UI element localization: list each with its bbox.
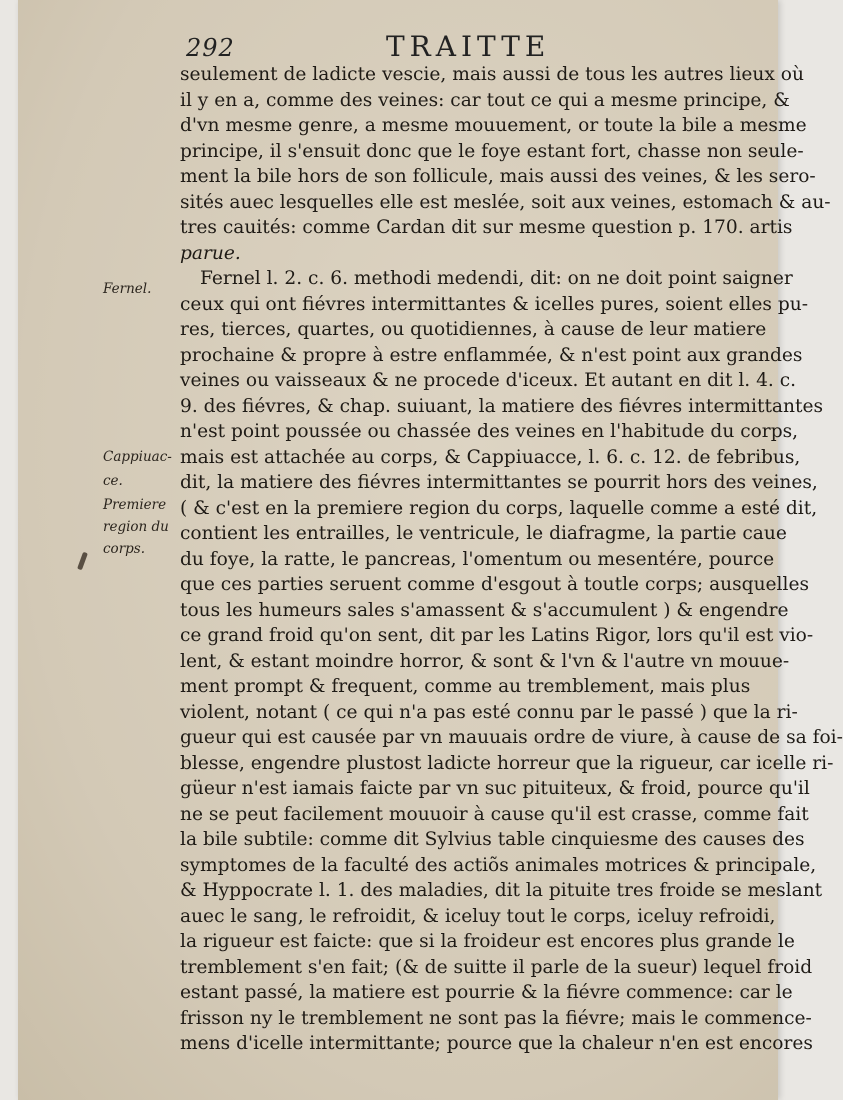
margin-note: Premiere (103, 497, 167, 513)
text-line: estant passé, la matiere est pourrie & la fiévre commence: car le (180, 982, 793, 1003)
text-line: ne se peut facilement mouuoir à cause qu'il est crasse, comme fait (180, 803, 809, 825)
text-line: ment prompt & frequent, comme au tremblement, mais plus (180, 676, 751, 697)
page-number: 292 (186, 34, 235, 62)
text-line: tres cauités: comme Cardan dit sur mesme question p. 170. artis (180, 217, 793, 238)
text-line: veines ou vaisseaux & ne procede d'iceux. Et autant en dit l. 4. c. (180, 370, 797, 391)
text-line: dit, la matiere des fiévres intermittantes se pourrit hors des veines, (180, 472, 818, 493)
text-line: auec le sang, le refroidit, & iceluy tout le corps, iceluy refroidi, (180, 905, 776, 927)
text-line: güeur n'est iamais faicte par vn suc pituiteux, & froid, pource qu'il (180, 778, 810, 799)
text-line: d'vn mesme genre, a mesme mouuement, or toute la bile a mesme (180, 115, 807, 136)
text-line: contient les entrailles, le ventricule, le diafragme, la partie caue (180, 523, 787, 544)
text-line: il y en a, comme des veines: car tout ce qui a mesme principe, & (180, 89, 790, 111)
margin-note: Cappiuac- (103, 449, 172, 465)
text-line: la rigueur est faicte: que si la froideur est encores plus grande le (180, 931, 795, 952)
text-line: la bile subtile: comme dit Sylvius table cinquiesme des causes des (180, 829, 805, 850)
text-line: tremblement s'en fait; (& de suitte il parle de la sueur) lequel froid (180, 956, 813, 978)
text-line: lent, & estant moindre horror, & sont & l'vn & l'autre vn mouue- (180, 650, 790, 672)
text-line: symptomes de la faculté des actiõs animales motrices & principale, (180, 854, 817, 876)
text-line: parue. (180, 242, 241, 264)
text-line: n'est point poussée ou chassée des veines en l'habitude du corps, (180, 421, 799, 442)
text-line: prochaine & propre à estre enflammée, & n'est point aux grandes (180, 344, 803, 366)
text-line: ment la bile hors de son follicule, mais aussi des veines, & les sero- (180, 166, 816, 187)
ink-mark (77, 552, 88, 571)
text-line: ( & c'est en la premiere region du corps, laquelle comme a esté dit, (180, 497, 818, 519)
margin-note: Fernel. (103, 281, 152, 297)
text-line: ceux qui ont fiévres intermittantes & icelles pures, soient elles pu- (180, 293, 808, 315)
text-line: tous les humeurs sales s'amassent & s'accumulent ) & engendre (180, 599, 789, 621)
text-line: principe, il s'ensuit donc que le foye estant fort, chasse non seule- (180, 140, 804, 162)
text-line: du foye, la ratte, le pancreas, l'omentum ou mesentére, pource (180, 548, 775, 570)
text-line: seulement de ladicte vescie, mais aussi de tous les autres lieux où (180, 64, 804, 85)
text-line: gueur qui est causée par vn mauuais ordre de viure, à cause de sa foi- (180, 727, 843, 748)
text-line: ce grand froid qu'on sent, dit par les Latins Rigor, lors qu'il est vio- (180, 625, 814, 646)
text-line: frisson ny le tremblement ne sont pas la fiévre; mais le commence- (180, 1007, 812, 1029)
text-line: res, tierces, quartes, ou quotidiennes, à cause de leur matiere (180, 319, 767, 340)
margin-note: region du (103, 519, 169, 535)
text-line: que ces parties seruent comme d'esgout à toutle corps; ausquelles (180, 574, 809, 595)
margin-note: ce. (103, 473, 123, 489)
running-title: TRAITTE (386, 30, 551, 63)
text-line: blesse, engendre plustost ladicte horreur que la rigueur, car icelle ri- (180, 752, 834, 774)
book-page (18, 0, 843, 1100)
body-text (180, 62, 843, 1057)
text-line: violent, notant ( ce qui n'a pas esté connu par le passé ) que la ri- (180, 701, 798, 723)
text-line: sités auec lesquelles elle est meslée, soit aux veines, estomach & au- (180, 191, 831, 213)
text-line: & Hyppocrate l. 1. des maladies, dit la pituite tres froide se meslant (180, 880, 823, 901)
text-line: 9. des fiévres, & chap. suiuant, la matiere des fiévres intermittantes (180, 395, 824, 417)
text-line: mens d'icelle intermittante; pource que la chaleur n'en est encores (180, 1033, 813, 1054)
text-line: mais est attachée au corps, & Cappiuacce, l. 6. c. 12. de febribus, (180, 446, 801, 468)
margin-note: corps. (103, 541, 146, 557)
text-line: Fernel l. 2. c. 6. methodi medendi, dit: on ne doit point saigner (200, 268, 793, 289)
